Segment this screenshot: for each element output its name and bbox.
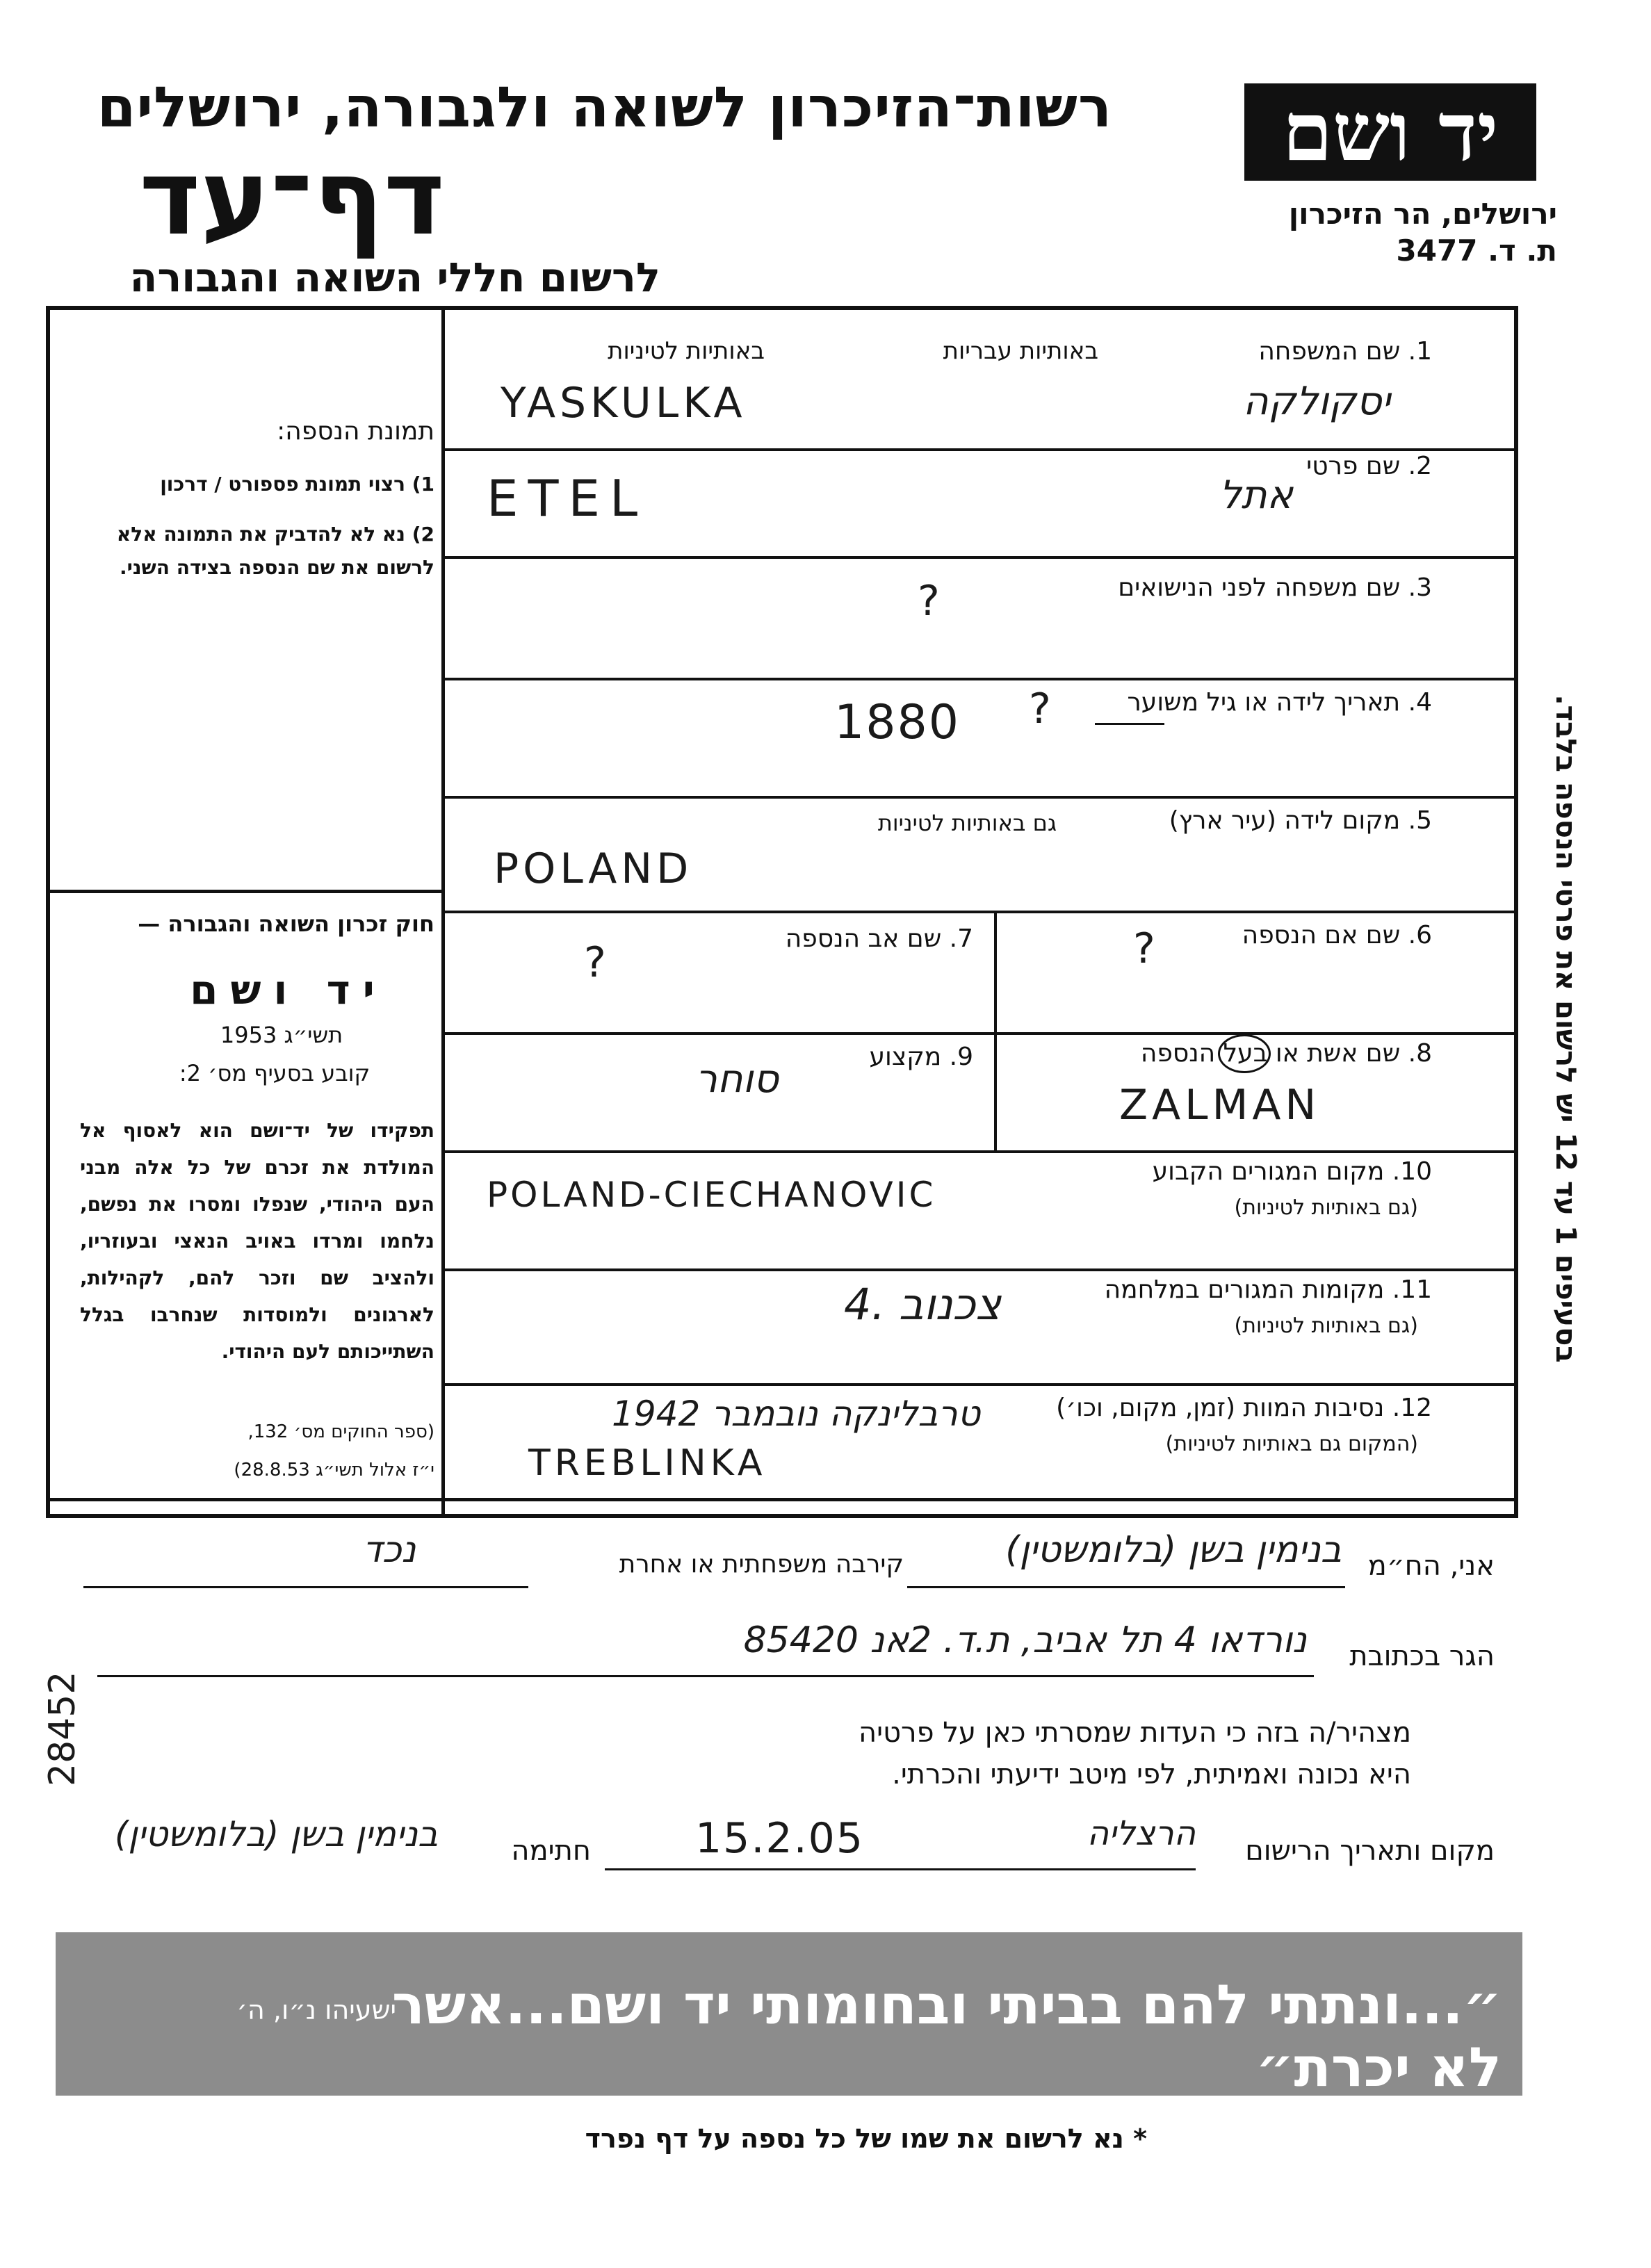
photo-item-2: 2) נא לא להדביק את התמונה אלא לרשום את שם הנספה בצידה השני. [116,523,434,579]
field-1-hebrew-header: באותיות עבריות [943,337,1098,365]
statement-line-1: מצהיר/ה בזה כי העדות שמסרתי כאן על פרטיה [859,1717,1411,1749]
field-1-latin-value[interactable]: YASKULKA [501,379,747,427]
field-4-underline [1095,723,1164,725]
field-9-value[interactable]: סוחר [695,1057,779,1102]
field-7-value[interactable]: ? [584,938,610,987]
signature[interactable]: בנימין בשן (בלומשטין) [114,1814,438,1854]
law-clause: קובע בסעיף מס׳ 2: [179,1060,371,1086]
row-divider [46,1498,1518,1501]
signature-label: חתימה [511,1835,591,1867]
law-year: תשי״ג 1953 [220,1022,343,1048]
field-12-value-latin[interactable]: TREBLINKA [528,1442,767,1484]
field-4-label: 4. תאריך לידה או גיל משוער [1127,688,1432,717]
field-5-value[interactable]: POLAND [494,845,693,893]
row-divider [442,911,1518,913]
field-10-note: (גם באותיות לטיניות) [1234,1196,1418,1220]
relation-label: קירבה משפחתית או אחרת [619,1550,904,1578]
row-divider [442,1150,1518,1153]
field-5-note: גם באותיות לטיניות [877,810,1057,836]
footnote: * נא לרשום את שמו של כל נספה על דף נפרד [585,2123,1147,2154]
field-2-latin-value[interactable]: ETEL [487,469,648,528]
band-quote: ״...ונתתי להם בביתי ובחומותי יד ושם...אשר לא יכרת״ [391,1974,1502,2099]
side-note: בסעיפים 1 עד 12 יש לרשום את פרטי הנספה בלבד. [1550,694,1581,1363]
field-7-label: 7. שם אב הנספה [785,924,973,953]
relation-value[interactable]: נכד [362,1529,416,1571]
field-10-value[interactable]: POLAND-CIECHANOVIC [487,1175,936,1215]
field-11-note: (גם באותיות לטיניות) [1234,1314,1418,1338]
name-underline [907,1586,1345,1588]
law-title: חוק זכרון השואה והגבורה — [138,911,434,937]
field-2-hebrew-value[interactable]: אתל [1219,473,1293,518]
row-divider [442,1032,1518,1035]
field-12-label: 12. נסיבות המוות (זמן, מקום, וכו׳) [1056,1394,1432,1422]
declaration-label: אני, הח״מ [1367,1550,1495,1582]
law-name: יד ושם [190,966,387,1013]
logo-address-line1: ירושלים, הר הזיכרון [1288,197,1557,231]
logo-address-line2: ת. ד. 3477 [1396,234,1557,268]
photo-section-title: תמונת הנספה: [277,417,434,446]
field-12-note: (המקום גם באותיות לטיניות) [1165,1432,1418,1456]
field-1-latin-header: באותיות לטיניות [608,337,765,365]
law-reference-2: י״ז אלול תשי״ג 28.8.53) [234,1460,434,1480]
field-3-label: 3. שם משפחה לפני הנישואים [1118,573,1432,602]
law-reference-1: (ספר החוקים מס׳ 132, [247,1421,434,1442]
row-divider [442,678,1518,680]
statement-line-2: היא נכונה ואמיתית, לפי מיטב ידיעתי והכרתי. [892,1759,1411,1790]
field-4-value[interactable]: 1880 [834,695,961,750]
form-title: דף־עד [139,138,445,259]
field-1-hebrew-value[interactable]: יסקולקה [1243,379,1390,424]
left-column-divider [46,890,445,893]
relation-underline [83,1586,528,1588]
field-11-value[interactable]: צכנוב .4 [844,1279,1001,1330]
row-divider [442,448,1518,451]
row-divider [442,556,1518,559]
column-divider [994,911,997,1150]
organization-title: רשות־הזיכרון לשואה ולגבורה, ירושלים [97,75,1112,140]
field-2-label: 2. שם פרטי [1306,452,1432,480]
field-8-value[interactable]: ZALMAN [1119,1081,1321,1129]
field-1-label: 1. שם המשפחה [1258,337,1432,366]
field-9-label: 9. מקצוע [869,1043,973,1071]
row-divider [442,1268,1518,1271]
form-subtitle: לרשום חללי השואה והגבורה [129,254,660,301]
row-divider [442,1383,1518,1386]
law-body: תפקידו של יד־ושם הוא לאסוף אל המולדת את זכרם של כל אלה מבני העם היהודי, שנפלו ומסרו את נפשם, נלחמו ומרדו באויב הנאצי ובעוזריו, ולהציב שם וזכר להם, לקהילות, לארגונים ולמוסדות שנחרבו בגלל השתייכותם לעם היהודי. [80,1119,434,1363]
photo-item-1: 1) רצוי תמונת פספורט / דרכון [160,473,434,496]
field-12-value-hebrew[interactable]: טרבלינקה נובמבר 1942 [612,1394,980,1434]
yad-vashem-logo: יד ושם [1244,83,1536,181]
field-10-label: 10. מקום המגורים הקבוע [1152,1157,1432,1186]
registration-underline [605,1868,1196,1870]
address-underline [97,1675,1314,1677]
field-8-label: 8. שם אשת או בעל הנספה [1140,1039,1432,1068]
field-3-value[interactable]: ? [918,577,944,626]
field-6-value[interactable]: ? [1133,924,1160,973]
row-divider [442,796,1518,799]
address-label: הגר בכתובת [1349,1640,1495,1672]
field-11-label: 11. מקומות המגורים במלחמה [1104,1275,1432,1304]
stamp-number: 28452 [42,1671,83,1786]
registration-date[interactable]: 15.2.05 [695,1814,865,1863]
registration-place[interactable]: הרצליה [1087,1814,1196,1853]
band-source: ישעיהו נ״ו, ה׳ [236,1995,396,2025]
declarant-name[interactable]: בנימין בשן (בלומשטין) [1005,1529,1342,1571]
registration-place-date-label: מקום ותאריך הרישום [1245,1835,1495,1867]
address-value[interactable]: נורדאו 4 תל אביב, ת.ד. 2אנ 85420 [743,1620,1307,1661]
field-5-label: 5. מקום לידה (עיר ארץ) [1169,806,1432,835]
field-8-circle-mark [1218,1034,1271,1073]
field-6-label: 6. שם אם הנספה [1242,921,1432,949]
field-4-mark: ? [1029,685,1055,733]
